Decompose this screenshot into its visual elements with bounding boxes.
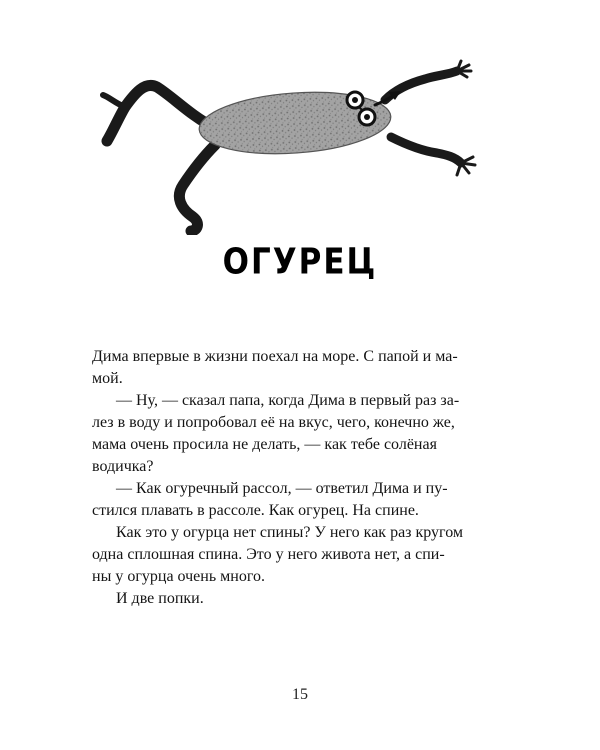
- creature-lower-leg: [179, 145, 215, 231]
- text-line: — Как огуречный рассол, — ответил Дима и пу-: [116, 480, 448, 497]
- text-line: стился плавать в рассоле. Как огурец. На спине.: [92, 502, 419, 519]
- text-line: ны у огурца очень много.: [92, 568, 265, 585]
- page-number: 15: [292, 686, 308, 703]
- text-line: мой.: [92, 370, 123, 387]
- chapter-title: ОГУРЕЦ: [222, 241, 378, 283]
- text-line: мама очень просила не делать, — как тебе солёная: [92, 436, 437, 453]
- story-text: [92, 346, 487, 610]
- text-line: — Ну, — сказал папа, когда Дима в первый раз за-: [116, 392, 460, 409]
- creature-left-leg: [107, 85, 213, 141]
- cucumber-creature-illustration: [95, 45, 505, 235]
- text-line: лез в воду и попробовал её на вкус, чего, конечно же,: [92, 414, 455, 431]
- text-line: водичка?: [92, 458, 154, 475]
- text-line: И две попки.: [116, 590, 204, 607]
- text-line: Как это у огурца нет спины? У него как раз кругом: [116, 524, 464, 541]
- text-line: одна сплошная спина. Это у него живота нет, а спи-: [92, 546, 445, 563]
- text-line: Дима впервые в жизни поехал на море. С папой и ма-: [92, 348, 458, 365]
- creature-lower-arm: [391, 137, 461, 163]
